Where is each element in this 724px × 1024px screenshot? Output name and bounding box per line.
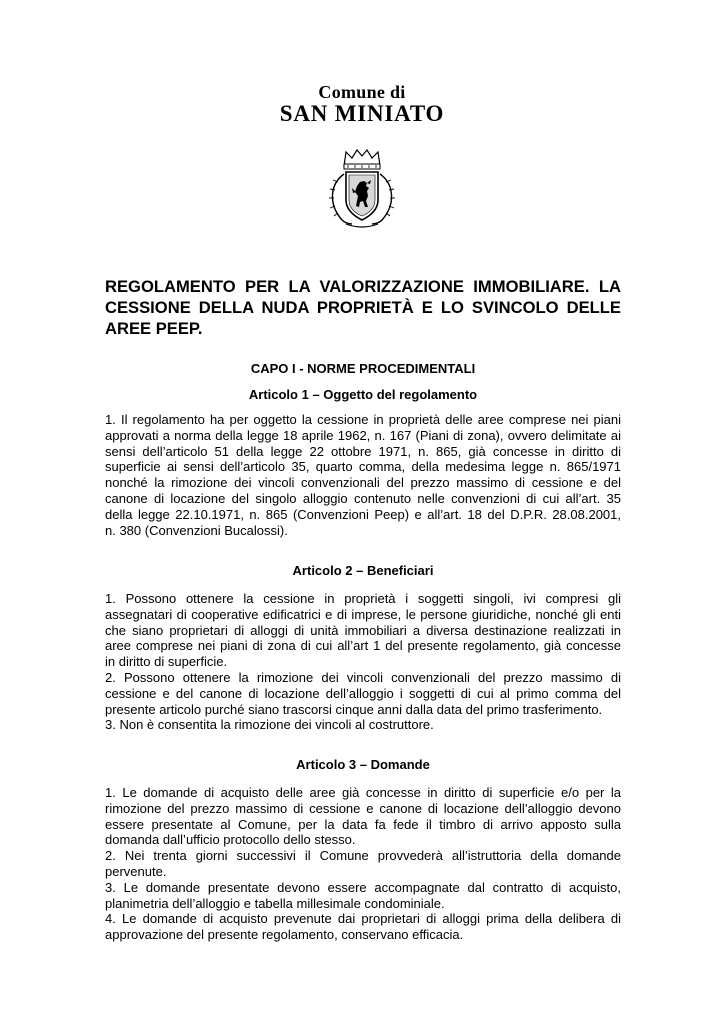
text-line: essere presentate al Comune, per la data fa fede il timbro di arrivo apposto sulla — [105, 816, 621, 832]
text-line: 4. Le domande di acquisto prevenute dai proprietari di alloggi prima della delibera di — [105, 911, 621, 927]
text-line: 1. Il regolamento ha per oggetto la cessione in proprietà delle aree comprese nei piani — [105, 412, 621, 427]
text-line: 2. Nei trenta giorni successivi il Comune provvederà all’istruttoria della domande — [105, 848, 621, 864]
title-line: AREE PEEP. — [105, 319, 203, 338]
text-line: della legge 22.10.1971, n. 865 (Convenzioni Peep) e all’art. 18 del D.P.R. 28.08.2001, — [105, 506, 621, 522]
text-line: 2. Possono ottenere la rimozione dei vincoli convenzionali del prezzo massimo di — [105, 669, 621, 685]
text-line: superficie ai sensi dell’articolo 35, quarto comma, della medesima legge n. 865/1971 — [105, 459, 621, 475]
text-line: planimetria dell’alloggio e tabella millesimale condominiale. — [105, 895, 445, 911]
text-line: assegnatari di cooperative edificatrici e di imprese, le persone giuridiche, nonché gli enti — [105, 606, 621, 622]
text-line: sensi dell’articolo 51 della legge 22 ottobre 1971, n. 865, già concesse in diritto di — [105, 443, 621, 459]
text-line: che siano proprietari di alloggi di unità immobiliari a diversa destinazione realizzati in — [105, 622, 621, 638]
title-line: REGOLAMENTO PER LA VALORIZZAZIONE IMMOBILIARE. LA — [105, 277, 621, 296]
text-line: cessione e del canone di locazione dell’alloggio i soggetti di cui al primo comma del — [105, 685, 621, 701]
text-line: rimozione del prezzo massimo di cessione e canone di locazione dell’alloggio devono — [105, 800, 621, 816]
text-line: approvazione del presente regolamento, conservano efficacia. — [105, 927, 464, 943]
article-1-heading: Articolo 1 – Oggetto del regolamento — [248, 387, 478, 402]
article-3-heading: Articolo 3 – Domande — [296, 757, 430, 772]
text-line: aree comprese nei piani di zona di cui all’art 1 del presente regolamento, già concesse — [105, 638, 621, 654]
text-line: in diritto di superficie. — [105, 654, 228, 670]
header-line-2: SAN MINIATO — [279, 101, 445, 126]
text-line: domanda dall’ufficio protocollo dello stesso. — [105, 832, 356, 848]
text-line: 1. Le domande di acquisto delle aree già concesse in diritto di superficie e/o per la — [105, 785, 621, 800]
text-line: approvati a norma della legge 18 aprile 1962, n. 167 (Piani di zona), ovvero delimitate ai — [105, 427, 621, 443]
article-3-body — [105, 785, 621, 943]
text-line: pervenute. — [105, 863, 167, 879]
text-line: n. 380 (Convenzioni Bucalossi). — [105, 522, 288, 538]
text-line: 1. Possono ottenere la cessione in proprietà i soggetti singoli, ivi compresi gli — [105, 591, 621, 606]
text-line: 3. Non è consentita la rimozione dei vincoli al costruttore. — [105, 717, 434, 733]
header-line-1: Comune di — [318, 82, 406, 102]
text-line: 3. Le domande presentate devono essere accompagnate dal contratto di acquisto, — [105, 879, 621, 895]
municipal-coat-of-arms-icon — [322, 146, 402, 230]
title-line: CESSIONE DELLA NUDA PROPRIETÀ E LO SVINCOLO DELLE — [105, 298, 621, 317]
chapter-heading: CAPO I - NORME PROCEDIMENTALI — [250, 361, 476, 376]
municipality-header — [0, 82, 724, 126]
text-line: nonché la rimozione dei vincoli convenzionali del prezzo massimo di cessione e del — [105, 475, 621, 491]
document-title — [105, 276, 621, 339]
text-line: canone di locazione del singolo alloggio contenuto nelle convenzioni di cui all’art. 35 — [105, 490, 621, 506]
article-1-body — [105, 412, 621, 538]
article-2-heading: Articolo 2 – Beneficiari — [292, 563, 434, 578]
text-line: presente articolo purché siano trascorsi cinque anni dalla data del primo trasferimento. — [105, 701, 603, 717]
article-2-body — [105, 591, 621, 733]
